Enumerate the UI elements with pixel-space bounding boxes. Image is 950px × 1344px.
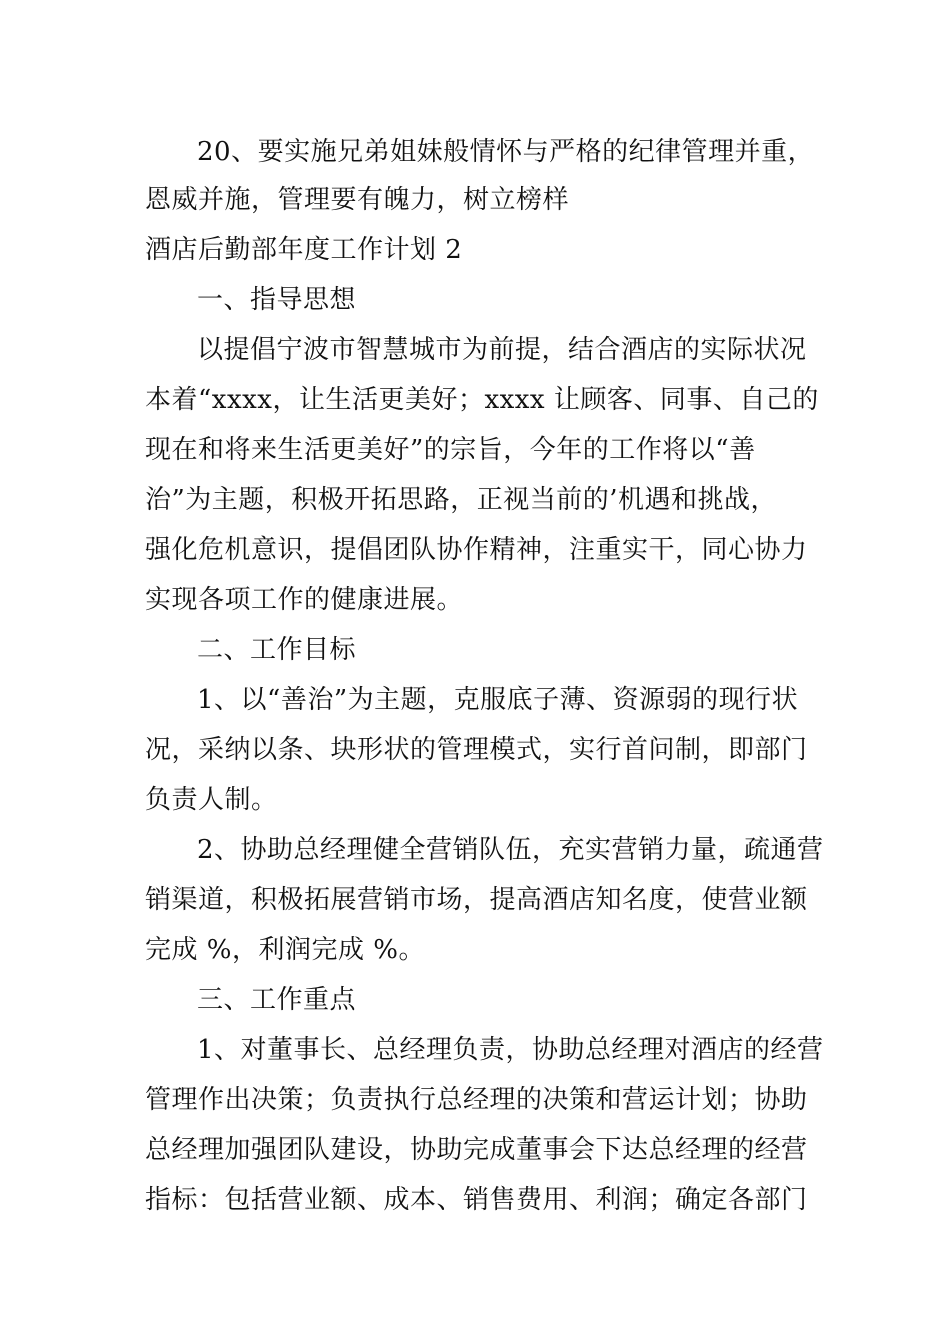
paragraph-line: 1、以“善治”为主题，克服底子薄、资源弱的现行状: [197, 685, 799, 715]
paragraph-line: 20、要实施兄弟姐妹般情怀与严格的纪律管理并重，: [197, 137, 815, 167]
paragraph-line: 2、协助总经理健全营销队伍，充实营销力量，疏通营: [197, 835, 824, 865]
section-title: 酒店后勤部年度工作计划 2: [145, 235, 463, 265]
paragraph-line: 恩威并施，管理要有魄力，树立榜样: [145, 185, 570, 215]
paragraph-line: 强化危机意识，提倡团队协作精神，注重实干，同心协力: [145, 535, 808, 565]
section-heading: 一、指导思想: [197, 285, 357, 315]
paragraph-line: 负责人制。: [145, 785, 278, 815]
paragraph-line: 本着“xxxx，让生活更美好；xxxx 让顾客、同事、自己的: [145, 385, 819, 415]
paragraph-line: 1、对董事长、总经理负责，协助总经理对酒店的经营: [197, 1035, 824, 1065]
paragraph-line: 管理作出决策；负责执行总经理的决策和营运计划；协助: [145, 1085, 808, 1115]
paragraph-line: 完成 %，利润完成 %。: [145, 935, 425, 965]
paragraph-line: 实现各项工作的健康进展。: [145, 585, 464, 615]
paragraph-line: 况，采纳以条、块形状的管理模式，实行首问制，即部门: [145, 735, 808, 765]
paragraph-line: 以提倡宁波市智慧城市为前提，结合酒店的实际状况: [197, 335, 807, 365]
paragraph-line: 销渠道，积极拓展营销市场，提高酒店知名度，使营业额: [145, 885, 808, 915]
section-heading: 二、工作目标: [197, 635, 357, 665]
paragraph-line: 指标：包括营业额、成本、销售费用、利润；确定各部门: [145, 1185, 808, 1215]
paragraph-line: 现在和将来生活更美好”的宗旨，今年的工作将以“善: [145, 435, 756, 465]
paragraph-line: 总经理加强团队建设，协助完成董事会下达总经理的经营: [145, 1135, 808, 1165]
section-heading: 三、工作重点: [197, 985, 357, 1015]
paragraph-line: 治”为主题，积极开拓思路，正视当前的’机遇和挑战，: [145, 485, 778, 515]
